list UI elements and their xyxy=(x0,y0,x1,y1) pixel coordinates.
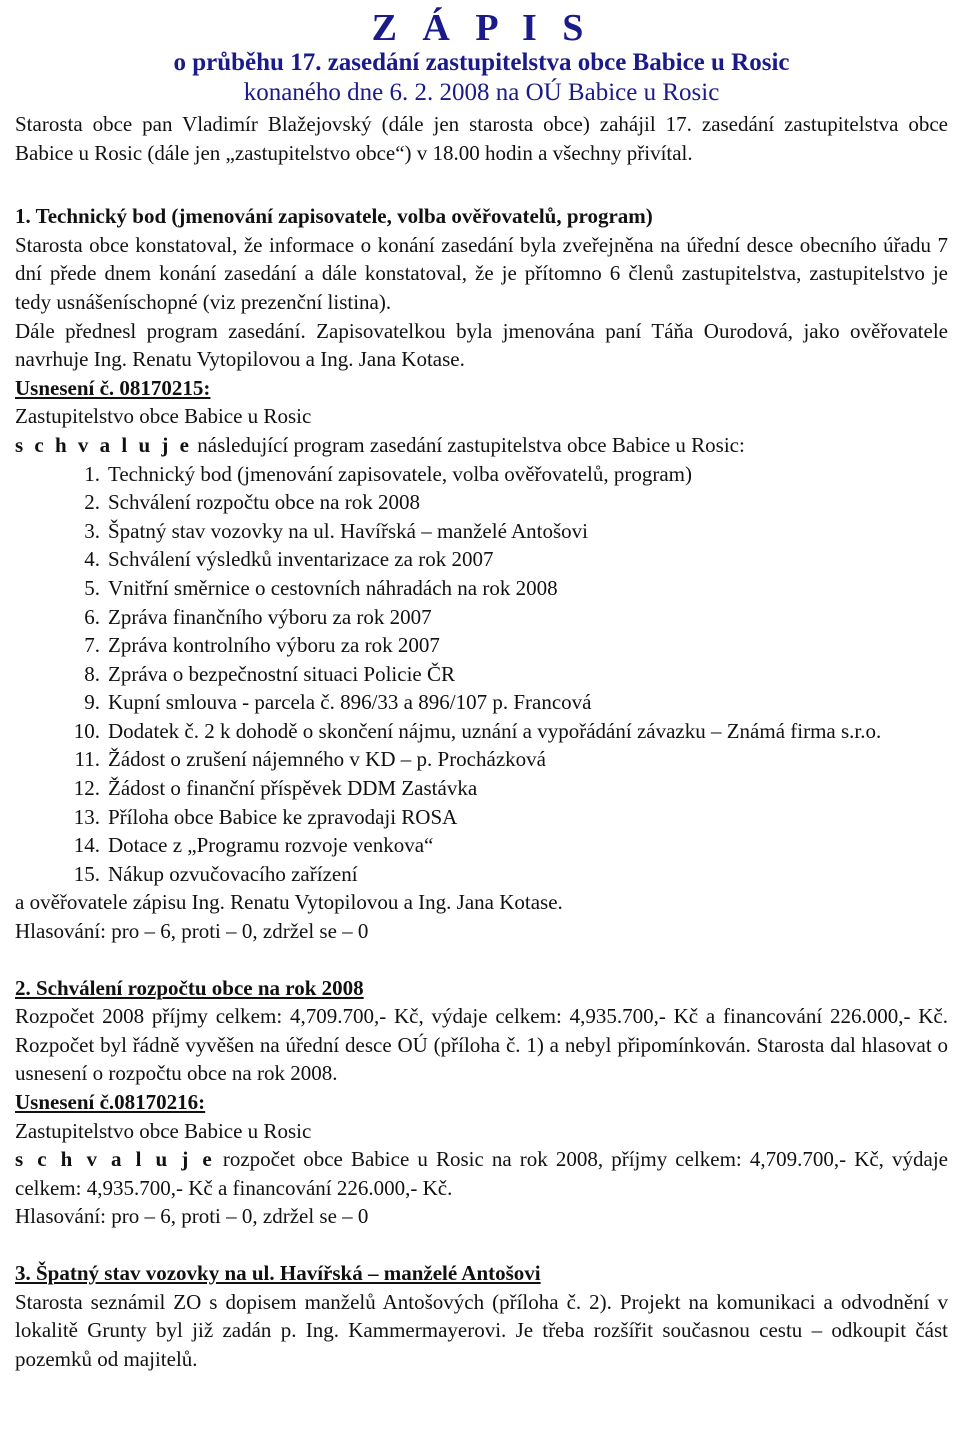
list-item-number: 12. xyxy=(73,776,100,801)
list-item xyxy=(15,603,948,632)
list-item-text: Zpráva finančního výboru za rok 2007 xyxy=(108,604,432,629)
spacer xyxy=(15,946,948,974)
list-item-number: 13. xyxy=(73,804,100,829)
list-item-number: 3. xyxy=(84,518,100,543)
section-3-text: Starosta seznámil ZO s dopisem manželů Antošových (příloha č. 2). Projekt na komunikaci a odvodnění v lokalitě Grunty byl již zadán p. Ing. Kammermayerovi. Je třeba rozšířit současnou cestu – odkoupit část pozemků od majitelů. xyxy=(15,1289,948,1371)
list-item-number: 15. xyxy=(73,861,100,886)
approves-keyword-2: s c h v a l u j e xyxy=(15,1147,215,1172)
list-item-text: Kupní smlouva - parcela č. 896/33 a 896/107 p. Francová xyxy=(108,690,592,715)
list-item xyxy=(15,774,948,803)
list-item xyxy=(15,831,948,860)
list-item-number: 6. xyxy=(84,604,100,629)
document-subtitle: o průběhu 17. zasedání zastupitelstva obce Babice u Rosic xyxy=(173,49,790,76)
list-item-text: Dodatek č. 2 k dohodě o skončení nájmu, uznání a vypořádání závazku – Známá firma s.r.o. xyxy=(108,718,882,743)
program-list xyxy=(15,460,948,889)
intro-paragraph: Starosta obce pan Vladimír Blažejovský (dále jen starosta obce) zahájil 17. zasedání zastupitelstva obce Babice u Rosic (dále jen „zastupitelstvo obce“) v 18.00 hodin a všechny přivítal. xyxy=(15,112,948,165)
spacer xyxy=(15,167,948,202)
council-name-1: Zastupitelstvo obce Babice u Rosic xyxy=(15,404,312,429)
section-1-heading: 1. Technický bod (jmenování zapisovatele, volba ověřovatelů, program) xyxy=(15,204,653,229)
list-item-text: Špatný stav vozovky na ul. Havířská – manželé Antošovi xyxy=(108,518,588,543)
list-item xyxy=(15,545,948,574)
list-item-text: Schválení rozpočtu obce na rok 2008 xyxy=(108,490,420,515)
list-item-number: 5. xyxy=(84,575,100,600)
list-item-number: 1. xyxy=(84,461,100,486)
list-item-number: 10. xyxy=(73,718,100,743)
list-item xyxy=(15,517,948,546)
resolution-number-1: Usnesení č. 08170215: xyxy=(15,375,211,400)
section-2-text: Rozpočet 2008 příjmy celkem: 4,709.700,- Kč, výdaje celkem: 4,935.700,- Kč a financování 226.000,- Kč. Rozpočet byl řádně vyvěšen na úřední desce OÚ (příloha č. 1) a nebyl připomínkován. Starosta dal hlasovat o usnesení o rozpočtu obce na rok 2008. xyxy=(15,1004,948,1086)
list-item-number: 11. xyxy=(74,747,100,772)
list-item-text: Technický bod (jmenování zapisovatele, volba ověřovatelů, program) xyxy=(108,461,692,486)
list-item-number: 14. xyxy=(73,833,100,858)
list-item xyxy=(15,488,948,517)
council-name-2: Zastupitelstvo obce Babice u Rosic xyxy=(15,1118,312,1143)
list-item-number: 2. xyxy=(84,490,100,515)
list-item-number: 4. xyxy=(84,547,100,572)
list-item xyxy=(15,745,948,774)
list-item xyxy=(15,717,948,746)
approval-line-1 xyxy=(15,431,948,460)
spacer xyxy=(15,1231,948,1259)
list-item xyxy=(15,660,948,689)
list-item-text: Příloha obce Babice ke zpravodaji ROSA xyxy=(108,804,458,829)
section-1-text-1: Starosta obce konstatoval, že informace o konání zasedání byla zveřejněna na úřední desce obecního úřadu 7 dní přede dnem konání zasedání a dále konstatoval, že je přítomno 6 členů zastupitelstva, zastupitelstvo je tedy usnášeníschopné (viz prezenční listina). xyxy=(15,232,948,314)
list-item-text: Zpráva kontrolního výboru za rok 2007 xyxy=(108,633,440,658)
list-item xyxy=(15,460,948,489)
meeting-date-line: konaného dne 6. 2. 2008 na OÚ Babice u Rosic xyxy=(243,79,720,106)
document-title: Z Á P I S xyxy=(371,7,592,49)
vote-result-1: Hlasování: pro – 6, proti – 0, zdržel se – 0 xyxy=(15,919,369,944)
list-item-number: 7. xyxy=(84,633,100,658)
resolution-number-2: Usnesení č.08170216: xyxy=(15,1090,206,1114)
approves-keyword-1: s c h v a l u j e xyxy=(15,432,192,457)
approval-line-2 xyxy=(15,1145,948,1202)
list-item xyxy=(15,860,948,889)
list-item-text: Žádost o finanční příspěvek DDM Zastávka xyxy=(108,776,478,801)
list-item-number: 9. xyxy=(84,690,100,715)
list-item-text: Zpráva o bezpečnostní situaci Policie ČR xyxy=(108,661,455,686)
list-item-number: 8. xyxy=(84,661,100,686)
vote-result-2: Hlasování: pro – 6, proti – 0, zdržel se – 0 xyxy=(15,1204,369,1229)
verifiers-line: a ověřovatele zápisu Ing. Renatu Vytopilovou a Ing. Jana Kotase. xyxy=(15,890,563,915)
list-item-text: Žádost o zrušení nájemného v KD – p. Procházková xyxy=(108,747,546,772)
section-1-text-2: Dále přednesl program zasedání. Zapisovatelkou byla jmenována paní Táňa Ourodová, jako ověřovatele navrhuje Ing. Renatu Vytopilovou a Ing. Jana Kotase. xyxy=(15,318,948,372)
approval-text-1: následující program zasedání zastupitelstva obce Babice u Rosic: xyxy=(192,432,745,457)
list-item xyxy=(15,574,948,603)
list-item xyxy=(15,688,948,717)
section-3-heading: 3. Špatný stav vozovky na ul. Havířská – manželé Antošovi xyxy=(15,1260,541,1285)
section-2-heading: 2. Schválení rozpočtu obce na rok 2008 xyxy=(15,975,364,1000)
list-item-text: Schválení výsledků inventarizace za rok 2007 xyxy=(108,547,494,572)
list-item xyxy=(15,803,948,832)
list-item-text: Nákup ozvučovacího zařízení xyxy=(108,861,358,886)
list-item xyxy=(15,631,948,660)
approval-text-2: rozpočet obce Babice u Rosic na rok 2008, příjmy celkem: 4,709.700,- Kč, výdaje celkem: 4,935.700,- Kč a financování 226.000,- Kč. xyxy=(15,1147,949,1200)
list-item-text: Vnitřní směrnice o cestovních náhradách na rok 2008 xyxy=(108,575,558,600)
list-item-text: Dotace z „Programu rozvoje venkova“ xyxy=(108,833,434,858)
